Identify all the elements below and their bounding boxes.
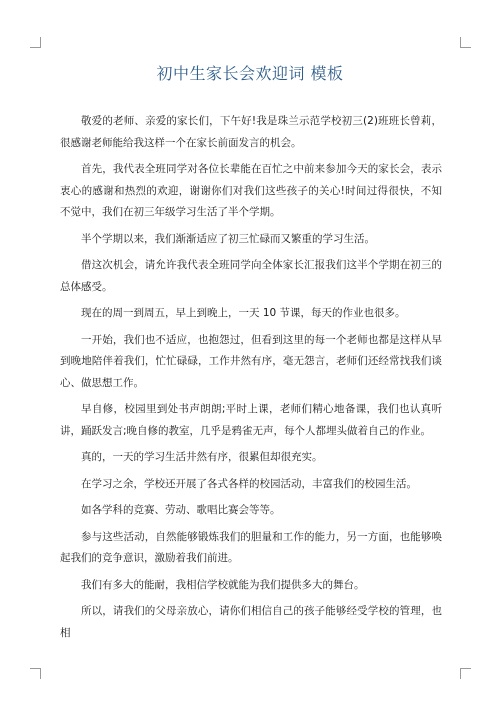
paragraph: 如各学科的竞赛、劳动、歌唱比赛会等等。 [81, 504, 281, 516]
paragraph: 在学习之余，学校还开展了各式各样的校园活动，丰富我们的校园生活。 [81, 477, 417, 490]
document-body [60, 111, 442, 649]
crop-mark-bottom-right [460, 668, 471, 679]
paragraph: 参与这些活动，自然能够锻炼我们的胆量和工作的能力，另一方面，也能够唤起我们的竞争意识，激励着我们前进。 [60, 530, 442, 564]
crop-mark-top-left [30, 37, 41, 48]
paragraph: 敬爱的老师、亲爱的家长们，下午好!我是珠兰示范学校初三(2)班班长曾莉，很感谢老师能给我这样一个在家长前面发言的机会。 [60, 115, 442, 149]
paragraph: 一开始，我们也不适应，也抱怨过，但看到这里的每一个老师也都是这样从早到晚地陪伴着我们，忙忙碌碌，工作井然有序，毫无怨言，老师们还经常找我们谈心、做思想工作。 [60, 333, 442, 389]
paragraph: 现在的周一到周五，早上到晚上，一天 10 节课，每天的作业也很多。 [81, 307, 406, 319]
paragraph: 真的，一天的学习生活井然有序，很累但却很充实。 [81, 451, 323, 463]
paragraph: 首先，我代表全班同学对各位长辈能在百忙之中前来参加今天的家长会，表示衷心的感谢和热烈的欢迎，谢谢你们对我们这些孩子的关心!时间过得很快，不知不觉中，我们在初三年级学习生活了半个学期。 [60, 163, 442, 218]
document-title: 初中生家长会欢迎词 模板 [156, 64, 344, 83]
paragraph: 半个学期以来，我们渐渐适应了初三忙碌而又繁重的学习生活。 [81, 232, 375, 245]
paragraph: 所以，请我们的父母亲放心，请你们相信自己的孩子能够经受学校的管理，也相 [60, 605, 442, 639]
crop-mark-bottom-left [30, 668, 41, 679]
paragraph: 早自修，校园里到处书声朗朗;平时上课，老师们精心地备课，我们也认真听讲，踊跃发言;晚自修的教室，几乎是鸦雀无声，每个人都埋头做着自己的作业。 [60, 403, 442, 437]
paragraph: 借这次机会，请允许我代表全班同学向全体家长汇报我们这半个学期在初三的总体感受。 [60, 259, 442, 293]
crop-mark-top-right [460, 37, 471, 48]
paragraph: 我们有多大的能耐，我相信学校就能为我们提供多大的舞台。 [81, 578, 365, 591]
